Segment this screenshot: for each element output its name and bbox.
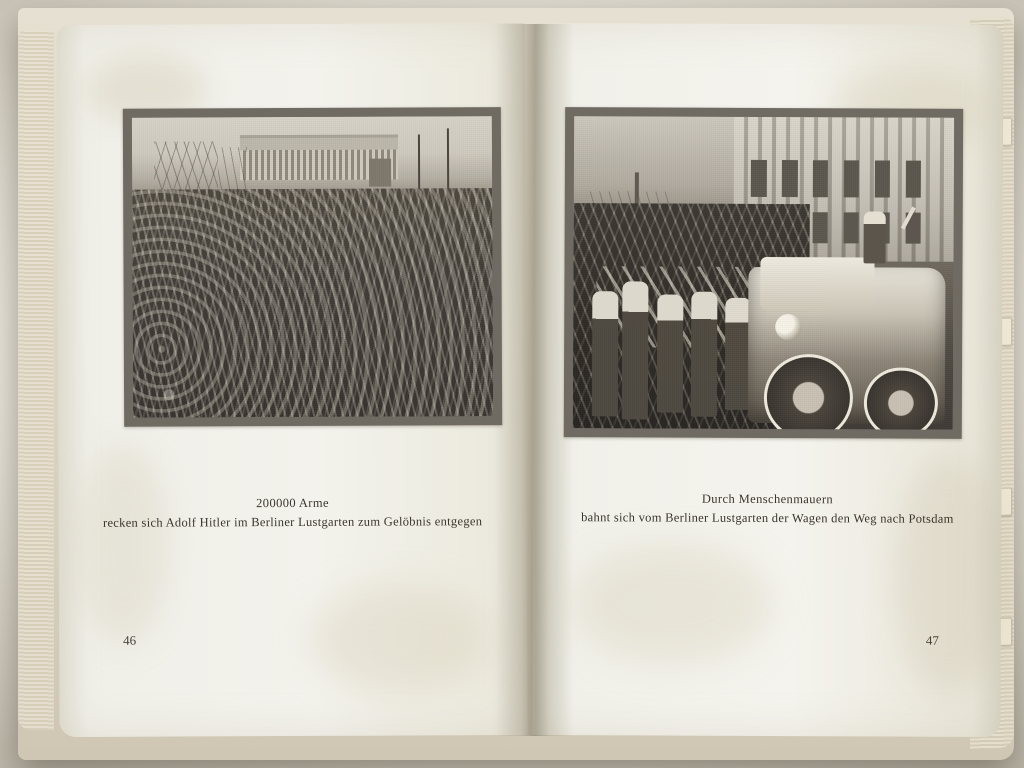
crowd-figure <box>592 291 619 416</box>
right-photo-image <box>573 116 954 430</box>
palace-window <box>843 212 859 244</box>
crowd-photo-content <box>132 116 493 418</box>
left-photo-image <box>132 116 493 418</box>
palace-window <box>813 212 829 244</box>
palace-window <box>813 160 829 197</box>
right-page-number: 47 <box>925 632 939 648</box>
monument <box>369 159 391 187</box>
paper-stain <box>573 543 774 664</box>
crowd-figure <box>622 282 649 419</box>
open-car <box>748 267 946 424</box>
palace-window <box>782 160 798 197</box>
palace-window <box>751 160 767 197</box>
left-page-edges <box>18 30 54 731</box>
car-windshield-frame <box>760 257 875 311</box>
left-page <box>56 23 527 737</box>
crowd-of-people <box>132 188 493 418</box>
left-caption-line2: recken sich Adolf Hitler im Berliner Lustgarten zum Gelöbnis entgegen <box>102 513 483 530</box>
right-caption-line2: bahnt sich vom Berliner Lustgarten der Wagen den Weg nach Potsdam <box>581 509 954 526</box>
car-headlamp <box>776 314 802 340</box>
book-block <box>18 8 1014 760</box>
paper-stain <box>309 583 489 694</box>
right-caption-line1: Durch Menschenmauern <box>701 491 834 507</box>
standing-figure-in-car <box>863 211 885 263</box>
left-photo-plate <box>123 107 502 427</box>
left-page-number: 46 <box>123 632 137 648</box>
car-wheel <box>864 367 937 430</box>
crowd-figure <box>691 291 718 416</box>
right-photo-plate <box>564 107 963 439</box>
crowd-figure <box>656 294 683 413</box>
palace-window <box>905 161 921 198</box>
car-photo-content <box>573 116 954 430</box>
palace-window <box>844 160 860 197</box>
right-caption <box>539 489 995 528</box>
right-page <box>532 23 1003 737</box>
left-caption-line1: 200000 Arme <box>256 495 329 511</box>
left-caption <box>68 493 516 532</box>
car-wheel <box>763 354 852 429</box>
paper-stain <box>78 445 169 645</box>
palace-window <box>874 161 890 198</box>
